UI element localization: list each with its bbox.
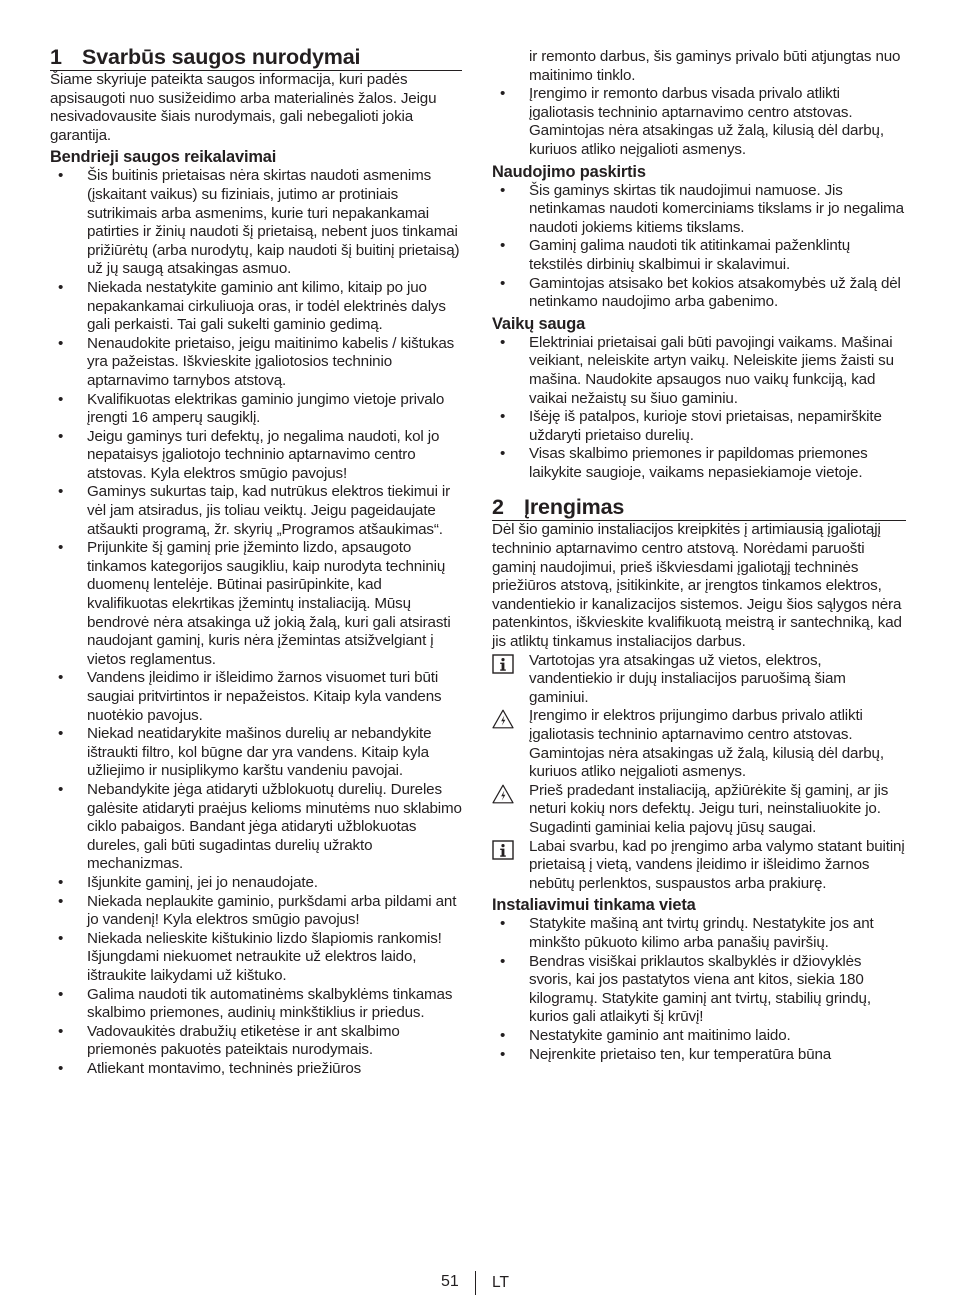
info-icon	[492, 840, 514, 860]
list-item: • Visas skalbimo priemones ir papildomas priemones laikykite saugioje, vaikams nepasiekiamoje vietoje.	[492, 445, 906, 482]
general-safety-heading: Bendrieji saugos reikalavimai	[50, 148, 277, 167]
list-item: • Išėję iš patalpos, kurioje stovi prietaisas, nepamirškite uždaryti prietaiso durelių.	[492, 408, 906, 445]
intended-use-heading: Naudojimo paskirtis	[492, 162, 646, 181]
section-2-title: Įrengimas	[524, 495, 625, 520]
info-icon	[492, 654, 514, 674]
language-code: LT	[492, 1274, 509, 1291]
section-2-number: 2	[492, 495, 504, 520]
list-item: • Gaminys sukurtas taip, kad nutrūkus elektros tiekimui ir vėl jam atsiradus, jis toliau veiktų. Jeigu pageidaujate atšaukti programą, žr. skyrių „Programos atšaukimas“.	[50, 483, 462, 539]
general-safety-continuation: ir remonto darbus, šis gaminys privalo būti atjungtas nuo maitinimo tinklo.	[529, 48, 901, 84]
section-2-intro: Dėl šio gaminio instaliacijos kreipkitės į artimiausią įgaliotąjį techninio aptarnavimo centro atstovą. Norėdami paruošti gaminį naudojimui, prieš iškviesdami įgaliotąjį techninės priežiūros atstovą, įsitikinkite, ar įrengtos tinkamos elektros, vandentiekio ir kanalizacijos sistemos. Jeigu šios sąlygos nėra patenkintos, iškvieskite kvalifikuotą meistrą ir santechniką, kad jis atliktų tinkamus instaliacijos darbus.	[492, 521, 902, 651]
section-1-title: Svarbūs saugos nurodymai	[82, 45, 361, 69]
list-item: • Niekad neatidarykite mašinos durelių ar nebandykite ištraukti filtro, kol būgne dar yra vandens. Kitaip kyla užliejimo ir nusiplikymo karštu vandeniu pavojai.	[50, 725, 462, 781]
list-item: • Prijunkite šį gaminį prie įžeminto lizdo, apsaugoto tinkamos kategorijos saugikliu, kaip nurodyta techninių duomenų lentelėje. Būtinai pasirūpinkite, kad kvalifikuotas elekrtikas įžemintų instaliaciją. Mūsų bendrovė nėra atsakinga už jokią žalą, kuri gali atsirasti naudojant gaminį, kuris nėra įžemintas atsižvelgiant į vietos reglamentus.	[50, 539, 462, 669]
right-column	[492, 48, 906, 1064]
list-item: • Įrengimo ir remonto darbus visada privalo atlikti įgaliotasis techninio aptarnavimo centro atstovas. Gamintojas nėra atsakingas už žalą, kilusią dėl darbų, kuriuos atliko neįgalioti asmenys.	[492, 85, 906, 159]
list-item: • Vadovaukitės drabužių etiketėse ir ant skalbimo priemonės pakuotės pateiktais nurodymais.	[50, 1023, 462, 1060]
location-list	[492, 915, 906, 1064]
section-2-heading	[492, 494, 906, 521]
section-1-number: 1	[50, 45, 62, 69]
list-item: • Galima naudoti tik automatinėms skalbyklėms tinkamas skalbimo priemones, audinių minkštiklius ir priedus.	[50, 986, 462, 1023]
note-text: Labai svarbu, kad po įrengimo arba valymo statant buitinį prietaisą į vietą, vandens įleidimo ir išleidimo žarnos nebūtų perlenktos, suspaustos arba prakiurę.	[529, 837, 905, 892]
list-item: • Niekada nelieskite kištukinio lizdo šlapiomis rankomis! Išjungdami niekuomet netraukite už elektros laido, ištraukite laikydami už kištuko.	[50, 930, 462, 986]
footer-divider	[475, 1271, 476, 1295]
list-item: • Šis gaminys skirtas tik naudojimui namuose. Jis netinkamas naudoti komerciniams tikslams ir jo negalima naudoti jokiems kitiems tikslams.	[492, 182, 906, 238]
list-item: • Šis buitinis prietaisas nėra skirtas naudoti asmenims (įskaitant vaikus) su fiziniais, jutimo ar protiniais sutrikimais arba asmenims, kurie turi nepakankamai patirties ir žinių naudoti šį prietaisą, nebent juos tinkamai prižiūrėtų (arba nurodytų, kaip naudoti šį buitinį prietaisą) už jų saugą atsakingas asmuo.	[50, 167, 462, 279]
list-item: • Kvalifikuotas elektrikas gaminio jungimo vietoje privalo įrengti 16 amperų saugiklį.	[50, 391, 462, 428]
location-heading: Instaliavimui tinkama vieta	[492, 896, 696, 915]
list-item: • Gamintojas atsisako bet kokios atsakomybės už žalą dėl netinkamo naudojimo arba gabenimo.	[492, 275, 906, 312]
list-item: • Nenaudokite prietaiso, jeigu maitinimo kabelis / kištukas yra pažeistas. Iškvieskite įgaliotosios techninio aptarnavimo tarnybos atstovą.	[50, 335, 462, 391]
list-item: • Neįrenkite prietaiso ten, kur temperatūra būna	[492, 1046, 906, 1065]
note-text: Prieš pradedant instaliaciją, apžiūrėkite šį gaminį, ar jis neturi kokių nors defektų. Jeigu turi, neinstaliuokite jo. Sugadinti gaminiai kelia pajovų jūsų saugai.	[529, 781, 889, 836]
list-item: • Gaminį galima naudoti tik atitinkamai paženklintų tekstilės dirbinių skalbimui ir skalavimui.	[492, 237, 906, 274]
list-item: • Vandens įleidimo ir išleidimo žarnos visuomet turi būti saugiai pritvirtintos ir nepažeistos. Kitaip kyla vandens nuotėkio pavojus.	[50, 669, 462, 725]
list-item: • Išjunkite gaminį, jei jo nenaudojate.	[50, 874, 462, 893]
list-item: • Statykite mašiną ant tvirtų grindų. Nestatykite jos ant minkšto pūkuoto kilimo arba panašių paviršių.	[492, 915, 906, 952]
note-item	[492, 707, 906, 781]
list-item: • Bendras visiškai priklautos skalbyklės ir džiovyklės svoris, kai jos pastatytos viena ant kitos, siekia 180 kilogramų. Statykite gaminį ant tvirtų, stabilių grindų, kurios gali atlaikyti šį krūvį!	[492, 953, 906, 1027]
list-item: • Jeigu gaminys turi defektų, jo negalima naudoti, kol jo nepataisys įgaliotojo techninio aptarnavimo centro atstovas. Kyla elektros smūgio pavojus!	[50, 428, 462, 484]
general-safety-list	[50, 167, 462, 1078]
note-text: Įrengimo ir elektros prijungimo darbus privalo atlikti įgaliotasis techninio aptarnavimo centro atstovas. Gamintojas nėra atsakingas už žalą, kilusią dėl darbų, kuriuos atliko neįgalioti asmenys.	[529, 707, 884, 781]
page-footer	[0, 1271, 954, 1295]
list-item: • Niekada nestatykite gaminio ant kilimo, kitaip po juo nepakankamai cirkuliuoja oras, ir todėl elektrinės dalys gali perkaisti. Tai gali sukelti gaminio gedimą.	[50, 279, 462, 335]
general-safety-list-continued	[492, 85, 906, 159]
note-item	[492, 782, 906, 838]
list-item: • Elektriniai prietaisai gali būti pavojingi vaikams. Mašinai veikiant, neleiskite artyn vaikų. Neleiskite jiems žaisti su mašina. Naudokite apsaugos nuo vaikų funkciją, kad vaikai nežaistų su šiuo gaminiu.	[492, 334, 906, 408]
child-safety-list	[492, 334, 906, 483]
note-item	[492, 652, 906, 708]
warning-icon	[492, 709, 514, 729]
intended-use-list	[492, 182, 906, 312]
list-item: • Nebandykite jėga atidaryti užblokuotų durelių. Dureles galėsite atidaryti praėjus kelioms minutėms nuo sklabimo ciklo pabaigos. Bandant jėga atidaryti užblokuotas dureles, gali būti sugadintas durelių užrakto mechanizmas.	[50, 781, 462, 874]
section-1-heading	[50, 44, 462, 71]
child-safety-heading: Vaikų sauga	[492, 314, 586, 333]
list-item: • Niekada neplaukite gaminio, purkšdami arba pildami ant jo vandenį! Kyla elektros smūgio pavojus!	[50, 893, 462, 930]
note-text: Vartotojas yra atsakingas už vietos, elektros, vandentiekio ir dujų instaliacijos paruošimą šiam gaminiui.	[529, 651, 846, 706]
page-number: 51	[441, 1273, 459, 1290]
warning-icon	[492, 784, 514, 804]
section-1-intro: Šiame skyriuje pateikta saugos informacija, kuri padės apsisaugoti nuo susižeidimo arba materialinės žalos. Jeigu nesivadovausite šiais nurodymais, gali nebegalioti jokia garantija.	[50, 71, 437, 144]
list-item: • Nestatykite gaminio ant maitinimo laido.	[492, 1027, 906, 1046]
note-item	[492, 838, 906, 894]
installation-notes	[492, 652, 906, 894]
list-item: • Atliekant montavimo, techninės priežiūros	[50, 1060, 462, 1079]
left-column	[50, 44, 462, 1078]
